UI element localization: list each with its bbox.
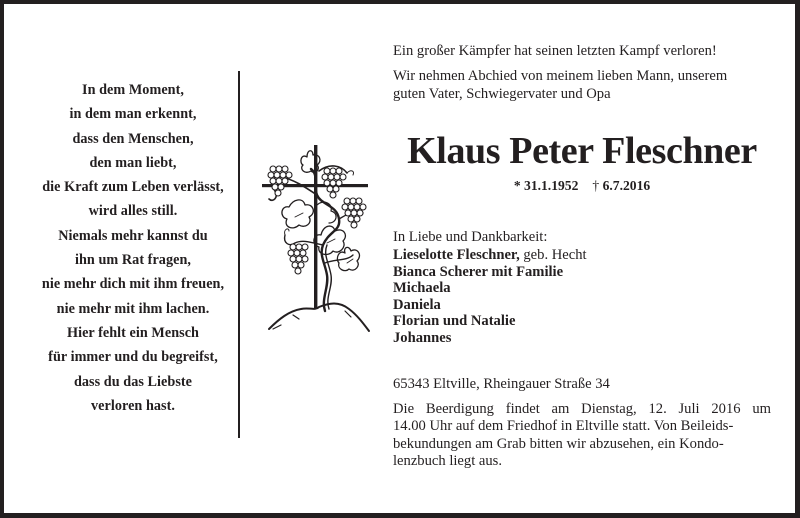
poem	[24, 78, 242, 418]
motto-text: Ein großer Kämpfer hat seinen letzten Kampf verloren!	[393, 43, 717, 59]
poem-line: wird alles still.	[88, 203, 178, 220]
poem-line: Hier fehlt ein Mensch	[67, 324, 199, 341]
funeral-line: lenzbuch liegt aus.	[393, 452, 503, 469]
poem-line: In dem Moment,	[82, 82, 184, 98]
farewell-line: Wir nehmen Abchied von meinem lieben Mann, unserem	[393, 68, 728, 84]
poem-line: in dem man erkennt,	[69, 106, 197, 123]
funeral-line: 14.00 Uhr auf dem Friedhof in Eltville statt. Von Beileids-	[393, 418, 734, 435]
poem-line: für immer und du begreifst,	[48, 349, 218, 366]
deceased-name: Klaus Peter Fleschner	[407, 130, 757, 172]
mourner-maiden-name: geb. Hecht	[519, 247, 587, 263]
funeral-info	[393, 401, 771, 470]
mourners-list	[393, 247, 587, 347]
death-cross-icon: †	[592, 178, 600, 193]
mourner-item	[393, 247, 587, 264]
poem-line: nie mehr dich mit ihm freuen,	[41, 276, 225, 293]
mourner-name: Lieselotte Fleschner,	[393, 247, 520, 263]
mourner-item: Florian und Natalie	[393, 313, 516, 330]
mourner-item: Michaela	[393, 280, 451, 297]
mourners-heading: In Liebe und Dankbarkeit:	[393, 229, 548, 245]
cross-with-grapevine-icon	[259, 139, 377, 339]
poem-line: nie mehr mit ihm lachen.	[56, 300, 210, 317]
birth-symbol: *	[513, 178, 521, 193]
poem-line: die Kraft zum Leben verlässt,	[42, 179, 224, 196]
funeral-line: Die Beerdigung findet am Dienstag, 12. Juli 2016 um	[393, 401, 771, 417]
poem-line: verloren hast.	[91, 397, 175, 414]
farewell-text	[393, 68, 771, 103]
birth-date: 31.1.1952	[524, 178, 579, 193]
mourner-item: Bianca Scherer mit Familie	[393, 263, 564, 280]
poem-line: dass du das Liebste	[73, 373, 193, 390]
poem-line: den man liebt,	[89, 154, 177, 171]
farewell-line: guten Vater, Schwiegervater und Opa	[393, 85, 611, 102]
vertical-divider	[238, 71, 240, 438]
mourner-item: Daniela	[393, 296, 441, 313]
poem-line: Niemals mehr kannst du	[58, 227, 208, 244]
death-date: 6.7.2016	[602, 178, 651, 193]
address-text: 65343 Eltville, Rheingauer Straße 34	[393, 376, 610, 392]
poem-line: ihn um Rat fragen,	[75, 252, 191, 269]
mourner-item: Johannes	[393, 329, 452, 346]
poem-line: dass den Menschen,	[72, 130, 194, 147]
life-dates	[393, 177, 771, 195]
funeral-line: bekundungen am Grab bitten wir abzusehen, ein Kondo-	[393, 435, 724, 452]
